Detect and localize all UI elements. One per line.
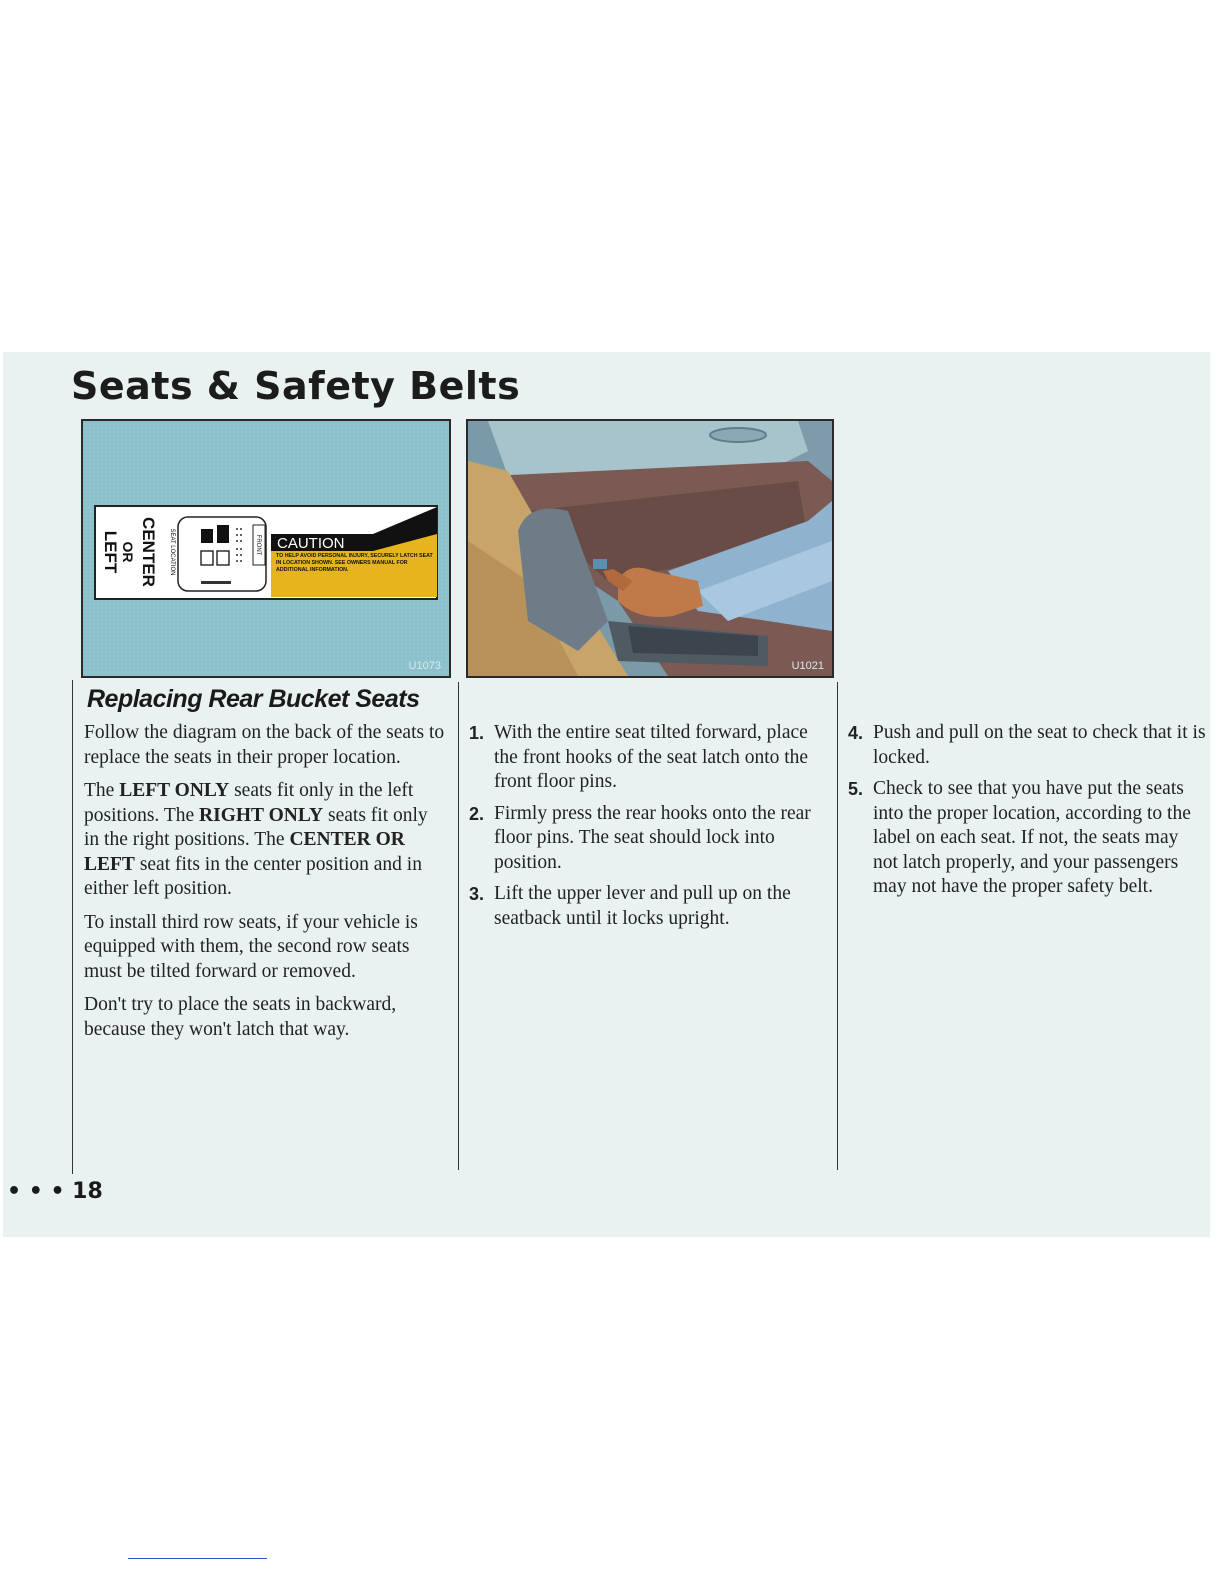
page-title: Seats & Safety Belts (71, 364, 521, 408)
label-side-line-1: LEFT (101, 530, 120, 574)
seat-label-illustration (83, 421, 449, 676)
column-rule-3 (837, 682, 838, 1170)
column-rule-2 (458, 682, 459, 1170)
steps-column-2 (848, 721, 1206, 907)
figure-code: U1021 (791, 660, 824, 672)
steps-column-1 (469, 721, 827, 938)
seat-block-empty-2 (217, 551, 229, 565)
page-number: • • • 18 (7, 1179, 103, 1204)
section-heading: Replacing Rear Bucket Seats (87, 685, 420, 713)
intro-paragraph: Follow the diagram on the back of the seats to replace the seats in their proper location. (84, 722, 445, 768)
step-item: 3. Lift the upper lever and pull up on the seatback until it locks upright. (469, 883, 791, 929)
seat-block-empty-1 (201, 551, 213, 565)
label-small-side: SEAT LOCATION (169, 528, 175, 576)
step-item: 1. With the entire seat tilted forward, place the front hooks of the seat latch onto the front floor pins. (469, 722, 809, 792)
column-rule-1 (72, 680, 73, 1174)
footer-line (128, 1558, 267, 1559)
seat-position-paragraph: The LEFT ONLY seats fit only in the left positions. The RIGHT ONLY seats fit only in the right positions. The CENTER OR LEFT seat fits in the center position and in either left position. (84, 780, 428, 899)
backward-warning-paragraph: Don't try to place the seats in backward, because they won't latch that way. (84, 994, 397, 1040)
step-item: 5. Check to see that you have put the seats into the proper location, according to the label on each seat. If not, the seats may not latch properly, and your passengers may not have the proper safety belt. (848, 778, 1191, 897)
seat-block-occupied-1 (201, 529, 213, 543)
seat-install-illustration (468, 421, 832, 676)
manual-page (3, 352, 1210, 1237)
caution-heading: CAUTION (277, 535, 345, 552)
label-side-line-2: OR (120, 541, 136, 563)
label-front: FRONT (255, 534, 261, 556)
step-item: 2. Firmly press the rear hooks onto the rear floor pins. The seat should lock into position. (469, 802, 811, 873)
seat-install-figure (466, 419, 834, 678)
third-row-paragraph: To install third row seats, if your vehicle is equipped with them, the second row seats must be tilted forward or removed. (84, 911, 418, 982)
figure-code: U1073 (408, 660, 441, 672)
seat-block-occupied-2 (217, 525, 229, 543)
caution-text: TO HELP AVOID PERSONAL INJURY, SECURELY LATCH SEAT IN LOCATION SHOWN. SEE OWNERS MANUAL FOR ADDITIONAL INFORMATION. (276, 553, 433, 574)
label-side-line-3: CENTER (139, 517, 158, 587)
seat-label-figure (81, 419, 451, 678)
intro-column (84, 721, 446, 1051)
step-item: 4. Push and pull on the seat to check that it is locked. (848, 722, 1206, 768)
